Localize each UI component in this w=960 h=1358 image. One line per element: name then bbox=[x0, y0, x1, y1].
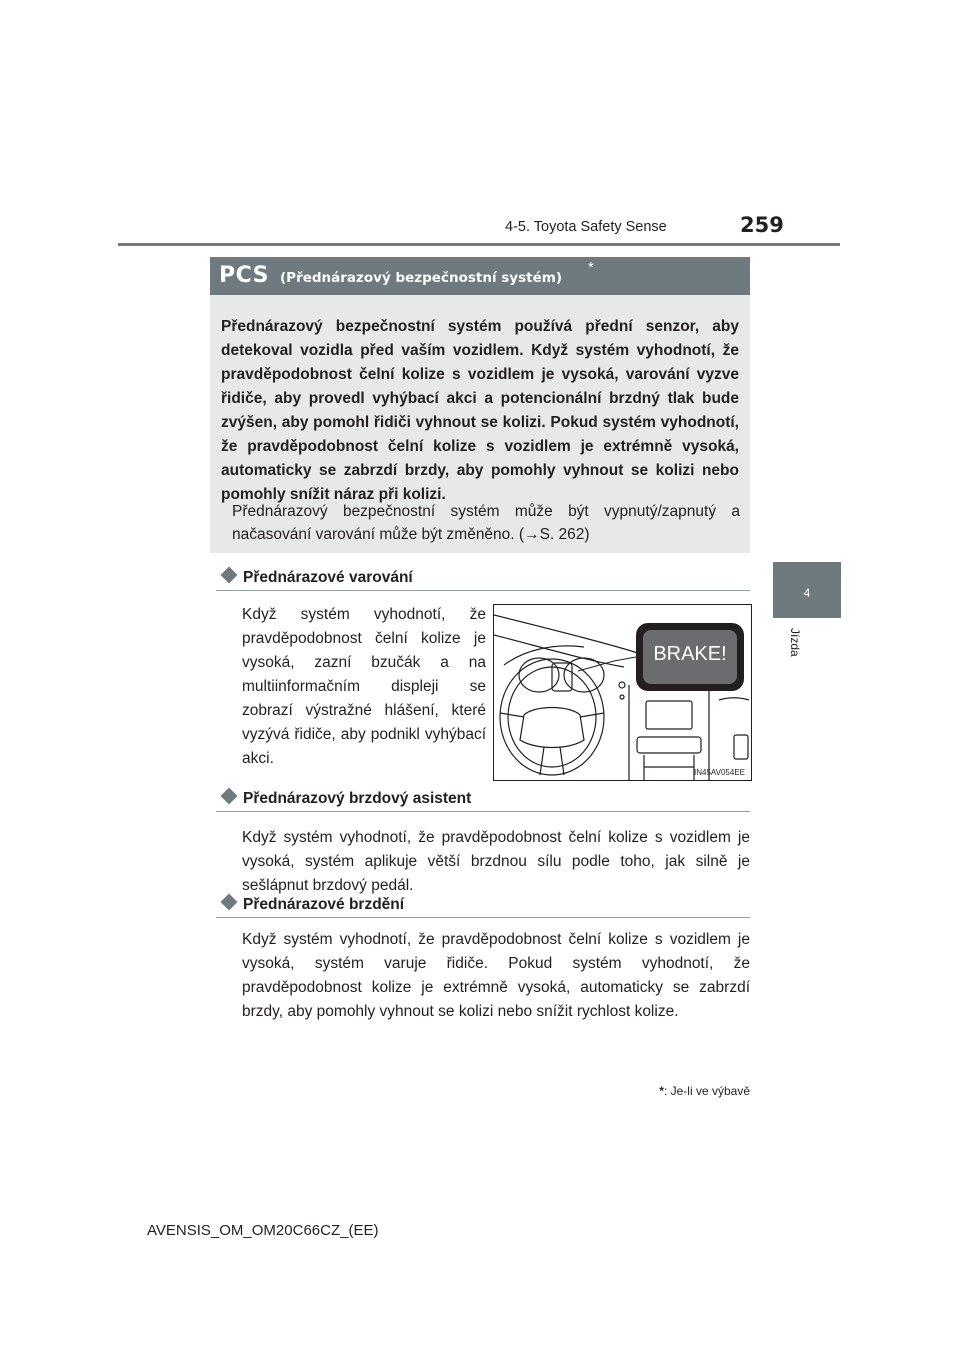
section-heading-braking bbox=[222, 896, 750, 914]
intro-note-text: Přednárazový bezpečnostní systém může být vypnutý/zapnutý a načasování varování může být změněno. (→S. 262) bbox=[232, 503, 740, 543]
footnote-asterisk: * bbox=[659, 1084, 664, 1098]
title-bar bbox=[210, 257, 750, 295]
figure-code: IN45AV054EE bbox=[694, 768, 745, 777]
dashboard-illustration bbox=[493, 604, 752, 781]
section-heading-text: Přednárazový brzdový asistent bbox=[243, 790, 472, 807]
chapter-tab bbox=[773, 562, 841, 618]
footer-code: AVENSIS_OM_OM20C66CZ_(EE) bbox=[147, 1222, 379, 1239]
section-heading-text: Přednárazové varování bbox=[243, 569, 413, 586]
footnote-text: : Je-li ve výbavě bbox=[663, 1084, 750, 1098]
chapter-number: 4 bbox=[803, 586, 811, 600]
title-main: PCS bbox=[219, 263, 270, 288]
section-heading-warning bbox=[222, 569, 750, 587]
header-rule bbox=[118, 243, 840, 246]
footnote bbox=[612, 1084, 750, 1098]
section-heading-text: Přednárazové brzdění bbox=[243, 896, 405, 913]
section-text-brake-assist: Když systém vyhodnotí, že pravděpodobnost čelní kolize s vozidlem je vysoká, systém aplikuje větší brzdnou sílu podle toho, jak silně je sešlápnut brzdový pedál. bbox=[242, 829, 750, 894]
dash-line bbox=[494, 615, 644, 655]
steering-hub bbox=[520, 708, 584, 748]
intro-bold-text: Přednárazový bezpečnostní systém používá přední senzor, aby detekoval vozidla před vaším vozidlem. Když systém vyhodnotí, že pravděpodobnost čelní kolize s vozidlem je vysoká, varování vyzve řidiče, aby provedl vyhýbací akci a potencionální brzdný tlak bude zvýšen, aby pomohl řidiči vyhnout se kolizi. Pokud systém vyhodnotí, že pravděpodobnost čelní kolize s vozidlem je extrémně vysoká, automaticky se zabrzdí brzdy, aby pomohly vyhnout se kolizi nebo pomohly snížit náraz při kolizi. bbox=[221, 318, 739, 503]
title-asterisk: * bbox=[588, 259, 594, 276]
diamond-bullet-icon bbox=[221, 788, 238, 805]
brake-warning-text: BRAKE! bbox=[653, 643, 727, 665]
section-heading-brake-assist bbox=[222, 790, 750, 808]
section-rule bbox=[216, 917, 750, 918]
section-rule bbox=[216, 590, 750, 591]
diamond-bullet-icon bbox=[221, 567, 238, 584]
page-number: 259 bbox=[740, 213, 784, 237]
center-screen bbox=[646, 701, 692, 729]
section-text-warning: Když systém vyhodnotí, že pravděpodobnost čelní kolize je vysoká, zazní bzučák a na multiinformačním displeji se zobrazí výstražné hlášení, které vyzývá řidiče, aby podnikl vyhýbací akci. bbox=[242, 606, 486, 767]
section-rule bbox=[216, 811, 750, 812]
diamond-bullet-icon bbox=[221, 894, 238, 911]
dashboard-drawing bbox=[494, 605, 751, 780]
section-title: 4-5. Toyota Safety Sense bbox=[505, 219, 667, 235]
intro-box bbox=[210, 295, 750, 553]
section-text-braking: Když systém vyhodnotí, že pravděpodobnost čelní kolize s vozidlem je vysoká, systém varuje řidiče. Pokud systém vyhodnotí, že pravděpodobnost kolize je extrémně vysoká, automaticky se zabrzdí brzdy, aby pomohly vyhnout se kolizi nebo snížit rychlost kolize. bbox=[242, 931, 750, 1020]
title-subtitle: (Přednárazový bezpečnostní systém) bbox=[280, 270, 562, 286]
chapter-label: Jízda bbox=[788, 628, 802, 657]
